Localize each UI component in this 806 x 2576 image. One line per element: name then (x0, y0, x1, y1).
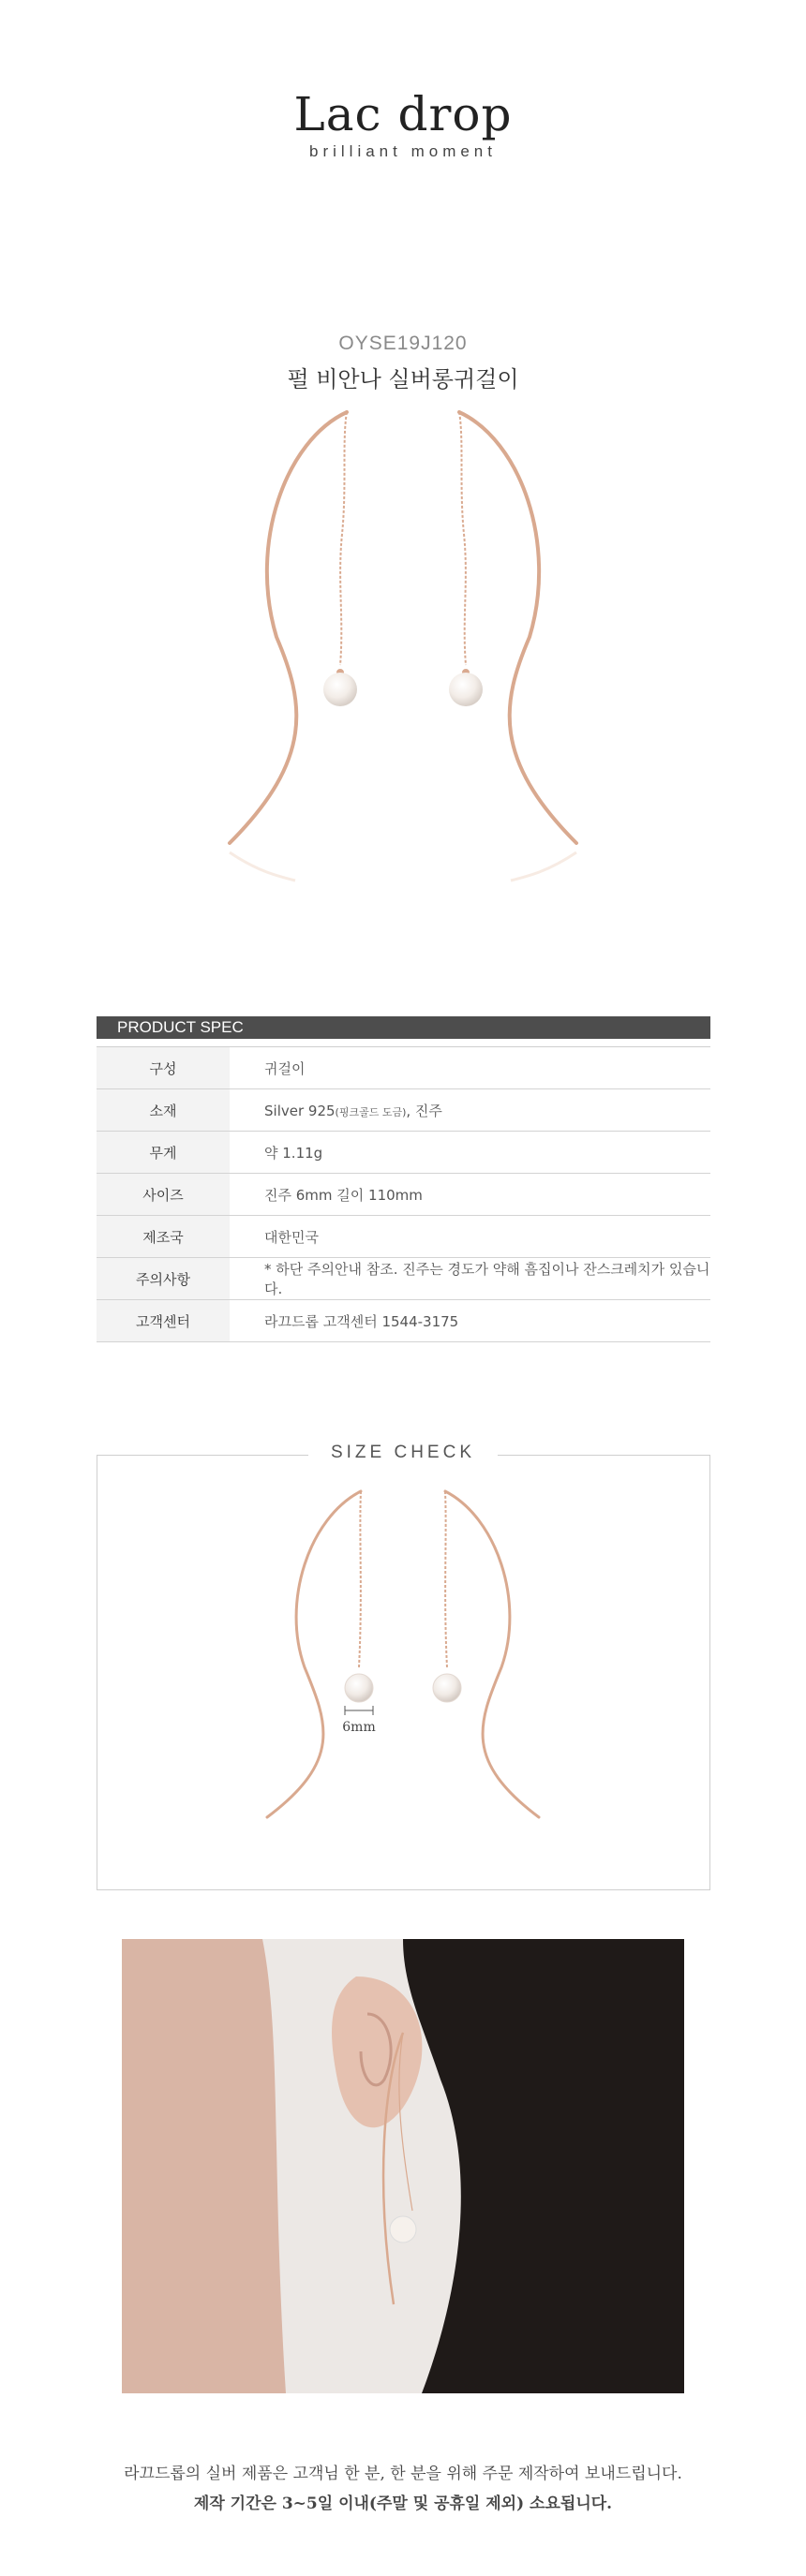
spec-value: * 하단 주의안내 참조. 진주는 경도가 약해 흠집이나 잔스크레치가 있습니다. (230, 1258, 710, 1300)
right-earring (449, 412, 576, 843)
size-check-title-text: SIZE CHECK (308, 1443, 498, 1462)
spec-row (97, 1216, 710, 1258)
brand-subtitle: brilliant moment (309, 142, 497, 160)
size-check-illustration (248, 1480, 558, 1836)
footer-line-1: 라끄드롭의 실버 제품은 고객님 한 분, 한 분을 위해 주문 제작하여 보내드립니다. (124, 2465, 682, 2483)
spec-header: PRODUCT SPEC (97, 1016, 710, 1039)
product-name: 펄 비안나 실버롱귀걸이 (287, 366, 519, 392)
spec-row (97, 1300, 710, 1342)
spec-key: 구성 (97, 1047, 230, 1089)
product-code: OYSE19J120 (338, 333, 468, 354)
brand-title: Lac drop (293, 87, 513, 141)
spec-value (230, 1089, 710, 1132)
spec-value: 진주 6mm 길이 110mm (230, 1174, 710, 1216)
spec-value: 라끄드롭 고객센터 1544-3175 (230, 1300, 710, 1342)
footer-line-2: 제작 기간은 3~5일 이내(주말 및 공휴일 제외) 소요됩니다. (193, 2495, 613, 2513)
spec-key: 무게 (97, 1132, 230, 1174)
model-wearing-photo (122, 1939, 684, 2393)
spec-value: 대한민국 (230, 1216, 710, 1258)
spec-table (97, 1046, 710, 1342)
spec-row (97, 1174, 710, 1216)
spec-key: 주의사항 (97, 1258, 230, 1300)
pearl-size-label: 6mm (342, 1720, 376, 1735)
spec-row (97, 1047, 710, 1089)
spec-value: 약 1.11g (230, 1132, 710, 1174)
product-spec (97, 1016, 710, 1342)
spec-key: 고객센터 (97, 1300, 230, 1342)
material-note: (핑크골드 도금) (335, 1105, 407, 1118)
material-main: Silver 925 (264, 1102, 336, 1119)
spec-row (97, 1258, 710, 1300)
spec-row (97, 1132, 710, 1174)
brand-header (0, 86, 806, 161)
footer-notice (0, 2459, 806, 2519)
spec-key: 제조국 (97, 1216, 230, 1258)
spec-row (97, 1089, 710, 1132)
spec-key: 소재 (97, 1089, 230, 1132)
spec-value: 귀걸이 (230, 1047, 710, 1089)
left-earring (230, 412, 357, 843)
material-tail: , 진주 (406, 1102, 442, 1119)
spec-key: 사이즈 (97, 1174, 230, 1216)
earrings-product-image (202, 403, 604, 890)
size-check-title (0, 1443, 806, 1463)
